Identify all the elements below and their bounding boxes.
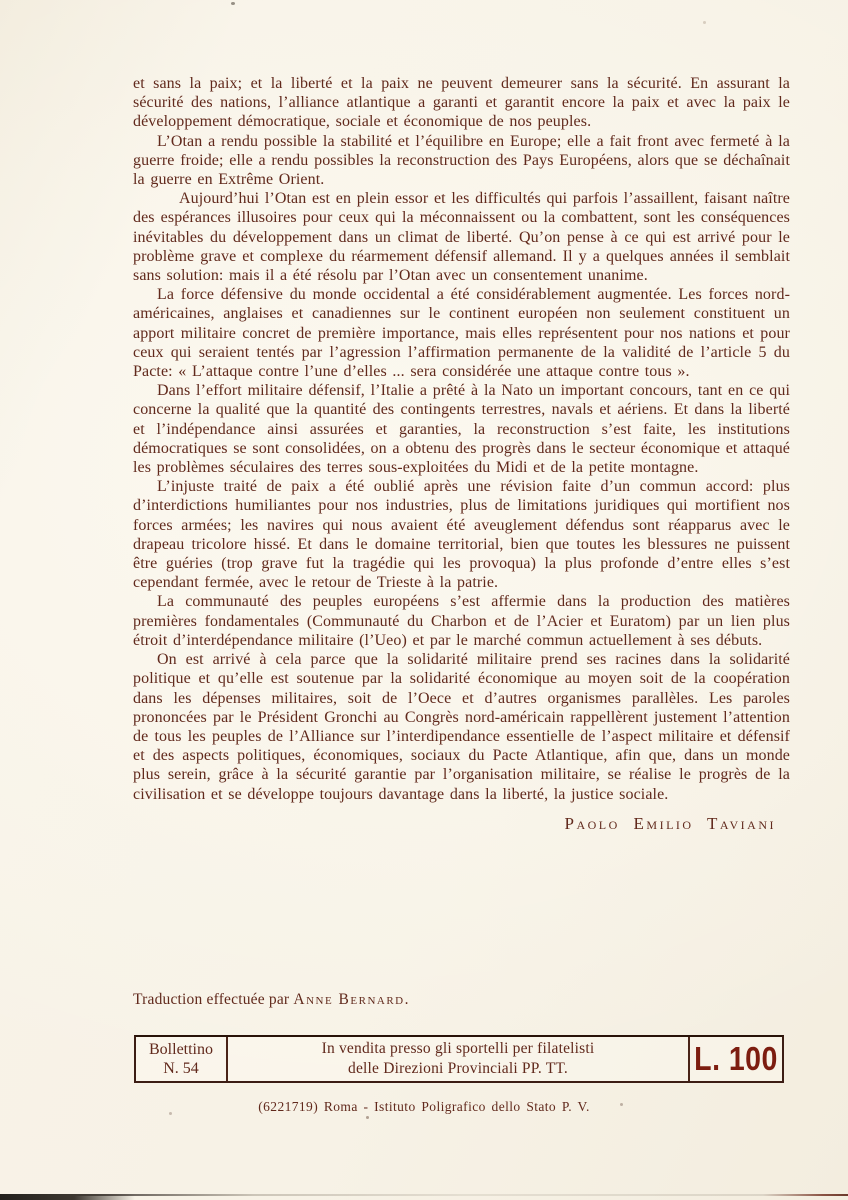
translation-note-prefix: Traduction effectuée par bbox=[133, 991, 294, 1008]
translation-note bbox=[133, 991, 410, 1009]
paper-speck bbox=[366, 1116, 369, 1119]
paper-speck bbox=[703, 21, 706, 24]
translator-name: Anne Bernard. bbox=[293, 991, 410, 1008]
paragraph: Dans l’effort militaire défensif, l’Italie a prêté à la Nato un important concours, tant en ce qui concerne la qualité que la quantité des contingents terrestres, navals et aériens. Et dans la liberté et l’indépendance ainsi assurées et garanties, la reconstruction s’est faite, les institutions démocratiques se sont consolidées, on a obtenu des progrès dans le secteur économique et attaqué les problèmes séculaires des terres sous-exploitées du Midi et de la petite montagne. bbox=[133, 382, 790, 477]
sales-notice-cell bbox=[228, 1037, 688, 1081]
article-text-column bbox=[133, 74, 790, 833]
paragraph: La force défensive du monde occidental a été considérablement augmentée. Les forces nord-américaines, anglaises et canadiennes sur le continent européen non seulement constituent un apport militaire concret de première importance, mais elles représentent pour nos nations et pour ceux qui seraient tentés par l’agression l’affirmation permanente de la validité de l’article 5 du Pacte: « L’attaque contre l’une d’elles ... sera considérée une attaque contre tous ». bbox=[133, 286, 790, 381]
paragraph: L’Otan a rendu possible la stabilité et l’équilibre en Europe; elle a fait front avec fermeté à la guerre froide; elle a rendu possibles la reconstruction des Pays Européens, alors que se déchaînait la guerre en Extrême Orient. bbox=[133, 132, 790, 189]
bulletin-number-cell bbox=[136, 1037, 228, 1081]
author-signature: Paolo Emilio Taviani bbox=[564, 813, 776, 833]
paper-speck bbox=[620, 1103, 623, 1106]
bulletin-label: Bollettino bbox=[149, 1041, 213, 1058]
paper-speck bbox=[169, 1112, 172, 1115]
printer-imprint: (6221719) Roma - Istituto Poligrafico dello Stato P. V. bbox=[258, 1099, 590, 1114]
bulletin-number: N. 54 bbox=[163, 1060, 199, 1077]
sales-notice-line2: delle Direzioni Provinciali PP. TT. bbox=[348, 1060, 568, 1077]
sales-notice-line1: In vendita presso gli sportelli per filatelisti bbox=[321, 1040, 595, 1057]
paragraph: Aujourd’hui l’Otan est en plein essor et les difficultés qui parfois l’assaillent, faisant naître des espérances illusoires pour ceux qui la méconnaissent ou la combattent, sont les conséquences inévitables du développement dans un climat de liberté. Qu’on pense à ce qui est arrivé pour le problème grave et complexe du réarmement défensif allemand. Il y a quelques années il semblait sans solution: mais il a été résolu par l’Otan avec un consentement unanime. bbox=[133, 190, 790, 285]
scan-edge-shadow bbox=[0, 1194, 135, 1200]
paragraph: L’injuste traité de paix a été oublié après une révision faite d’un commun accord: plus d’interdictions humiliantes pour nos industries, plus de limitations juridiques qui mortifient nos forces armées; les navires qui nous avaient été aveuglement défendus sont réapparus avec le drapeau tricolore hissé. Et dans le domaine territorial, bien que toutes les blessures ne puissent être guéries (trop grave fut la tragédie qui les provoqua) la plus profonde d’entre elles s’est cependant fermée, avec le retour de Trieste à la patrie. bbox=[133, 478, 790, 592]
sales-notice-box bbox=[134, 1035, 784, 1083]
price-cell bbox=[688, 1037, 782, 1081]
paragraph: On est arrivé à cela parce que la solidarité militaire prend ses racines dans la solidarité politique et qu’elle est soutenue par la solidarité économique au moyen soit de la coopération dans les dépenses militaires, soit de l’Oece et d’autres organismes parallèles. Les paroles prononcées par le Président Gronchi au Congrès nord-américain rappellèrent justement l’attention de tous les peuples de l’Alliance sur l’interdipendance essentielle de l’aspect militaire et défensif et des aspects politiques, économiques, sociaux du Pacte Atlantique, afin que, dans un monde plus serein, grâce à la sécurité garantie par l’organisation militaire, se réalise le progrès de la civilisation et se développe toujours davantage dans la liberté, la justice sociale. bbox=[133, 651, 790, 803]
paragraph: et sans la paix; et la liberté et la paix ne peuvent demeurer sans la sécurité. En assurant la sécurité des nations, l’alliance atlantique a garanti et garantit encore la paix et avec la paix le développement démocratique, sociale et économique de nos peuples. bbox=[133, 75, 790, 131]
paper-speck bbox=[231, 2, 235, 5]
price-value: L. 100 bbox=[694, 1039, 778, 1078]
paragraph: La communauté des peuples européens s’est affermie dans la production des matières premières fondamentales (Communauté du Charbon et de l’Acier et Euratom) par un lien plus étroit d’interdépendance militaire (l’Ueo) et par le marché commun actuellement à ses débuts. bbox=[133, 593, 790, 649]
